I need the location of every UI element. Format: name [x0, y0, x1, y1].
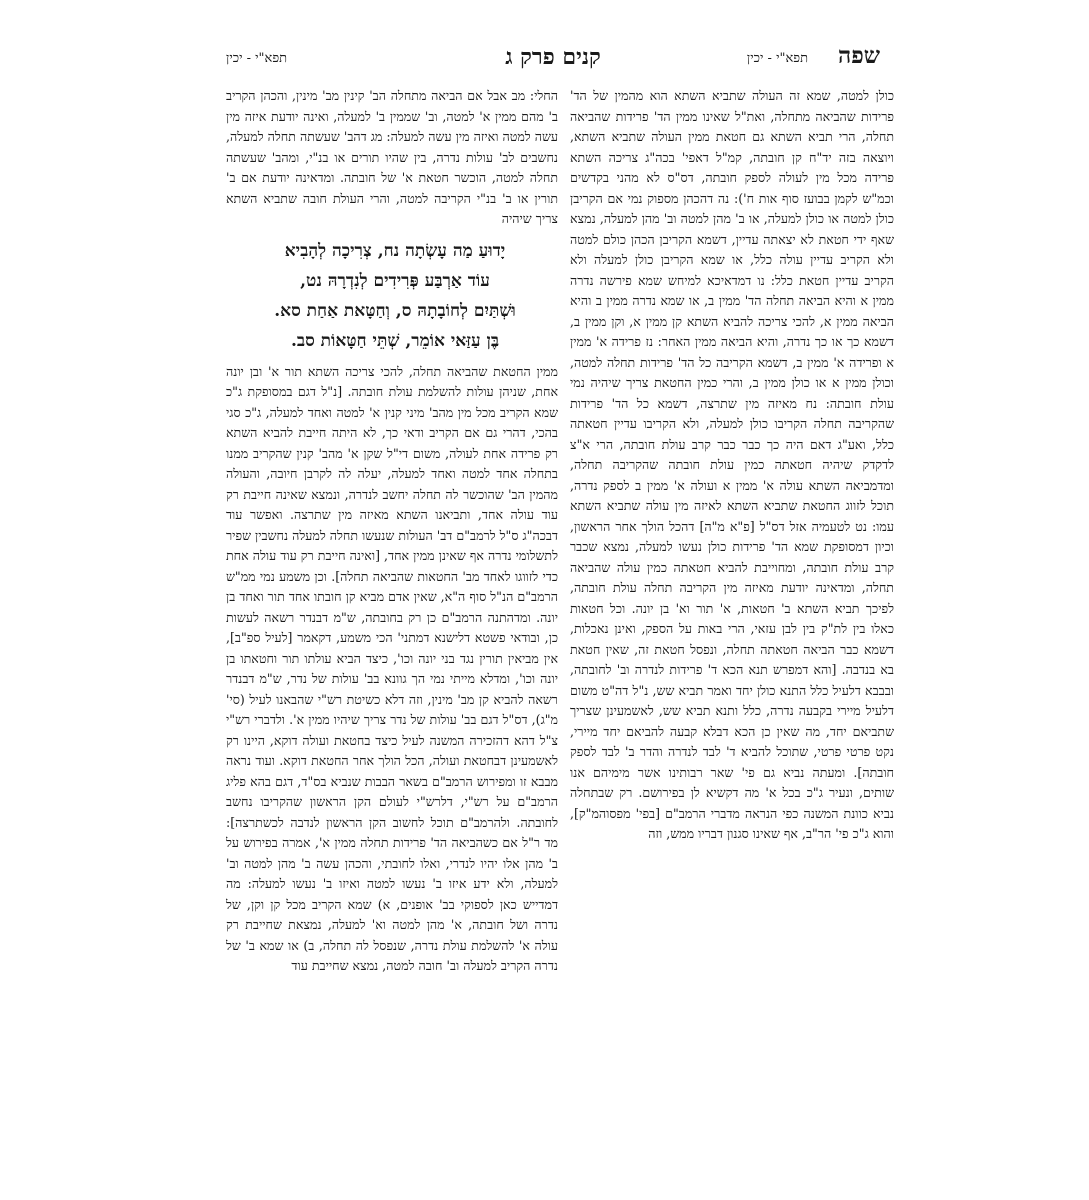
page-number: שפה	[837, 42, 880, 69]
left-commentary-text: ממין החטאת שהביאה תחלה, להכי צריכה השתא תור א' ובן יונה אחת, שניהן עולות להשלמת עולת חובתה. [נ"ל דגם במסופקת ג"כ שמא הקריב מכל מין מהב' מיני קנין א' למטה ואחד למעלה, ג"כ סגי בהכי, דהרי גם אם הקריב ודאי כך, לא היתה חייבת להביא השתא רק פרידה אחת לעולה, משום די"ל שקן א' מהב' קנין שהקריב ממנו בתחלה אחד למטה ואחד למעלה, יעלה לה לקרבן חיובה, והעולה מהמין הב' שהוכשר לה תחלה יחשב לנדרה, ונמצא שאינה חייבת רק עוד עולה אחד, ותביאנו השתא מאיזה מין שתרצה. ואפשר עוד דבכה"ג ס"ל לרמב"ם דב' העולות שנעשו תחלה למעלה נחשבין שפיר לתשלומי נדרה אף שאינן ממין אחד, [ואינה חייבת רק עוד עולה אחת כדי לזווגו לאחד מב' החטאות שהביאה תחלה]. וכן משמע נמי ממ"ש הרמב"ם הנ"ל סוף ה"א, שאין אדם מביא קן חובתו אחד תור ואחד בן יונה. ומדהתנה הרמב"ם כן רק בחובתה, ש"מ דבנדר רשאה לעשות כן, ובודאי פשטא דלישנא דמתני' הכי משמע, דקאמר [לעיל ספ"ב], אין מביאין תורין נגד בני יונה וכו', כיצד הביא עולתו תור וחטאתו בן יונה וכו', ומדלא מייתי נמי הך גוונא בב' עולות של נדר, ש"מ דבנדר רשאה להביא קן מב' מינין, וזה דלא כשיטת רש"י שהבאנו לעיל (סי' מ"ג), דס"ל דגם בב' עולות של נדר צריך שיהיו ממין א'. ולדברי רש"י צ"ל דהא דהזכירה המשנה לעיל כיצד בחטאת ועולה דוקא, היינו רק לאשמעינן דבחטאת ועולה, הכל הולך אחר החטאת דוקא. ועוד נראה מבבא זו ומפירוש הרמב"ם בשאר הבבות שנביא בס"ד, דגם בהא פליג הרמב"ם על רש"י, דלרש"י לעולם הקן הראשון שהקריבו נחשב לחובתה. ולהרמב"ם תוכל לחשוב הקן הראשון לנדבה לכשתרצה]: מד ר"ל אם כשהביאה הד' פרידות תחלה ממין א', אמרה בפירוש על ב' מהן אלו יהיו לנדרי, ואלו לחובתי, והכהן עשה ב' מהן למטה וב' למעלה, ולא ידע איזו ב' נעשו למטה ואיזו ב' נעשו למעלה: מה דמדייש כאן לספוקי בב' אופנים, א) שמא הקריב מכל קן וקן, של נדרה ושל חובתה, א' מהן למטה וא' למעלה, נמצאת שחייבת רק עולה א' להשלמת עולת נדרה, שנפסל לה תחלה, ב) או שמא ב' של נדרה הקריב למעלה וב' חובה למטה, נמצא שחייבת עוד	[226, 363, 558, 973]
mishnah-line: וּשְׁתַּיִם לְחוֹבָתָהּ ס, וְחַטָּאת אַחַת סא.	[274, 300, 516, 321]
mishnah-text	[232, 236, 558, 356]
left-commentary-intro: החלי: מב אבל אם הביאה מתחלה הב' קינין מב' מינין, והכהן הקריב ב' מהם ממין א' למטה, וב' שממין ב' למעלה, ואינה יודעת איזה מין עשה למטה ואיזה מין עשה למעלה: מג דהב' שעשתה תחלה למעלה, נחשבים לב' עולות נדרה, בין שהיו תורים או בנ"י, ומהב' שעשתה תחלה למטה, הוכשר חטאת א' של חובתה. ומדאינה יודעת אם ב' תורין או ב' בנ"י הקריבה למטה, והרי העולת חובה שתביא השתא צריך שיהיה	[226, 88, 558, 226]
mishnah-line: יָדוּעַ מַה עָשְׂתָה נח, צְרִיכָה לְהָבִיא	[284, 240, 506, 261]
mishnah-line: בֶּן עַזַּאי אוֹמֵר, שְׁתֵּי חַטָּאוֹת סב.	[290, 330, 500, 351]
mishnah-line: עוֹד אַרְבַּע פְּרִידִים לְנִדְרָהּ נט,	[300, 270, 490, 291]
running-head-inner: תפא"י - יכין	[746, 51, 808, 66]
right-commentary-text: כולן למטה, שמא זה העולה שתביא השתא הוא מהמין של הד' פרידות שהביאה מתחלה, ואת"ל שאינו ממין הד' פרידות שהביאה תחלה, הרי תביא השתא גם חטאת ממין העולה שתביא השתא, ויוצאה בזה יד"ח קן חובתה, קמ"ל דאפי' בכה"ג צריכה השתא פרידה מכל מין לעולה לספק חובתה, דס"ס לא מהני בקדשים וכמ"ש לקמן בבועז סוף אות ח'): נה דהכהן מספוק נמי אם הקריבן כולן למטה או כולן למעלה, או ב' מהן למטה וב' מהן למעלה, נמצא שאף ידי חטאת לא יצאתה עדיין, דשמא הקריבן הכהן כולם למטה ולא הקריב עדיין עולה כלל, או שמא הקריבן כולן למעלה ולא הקריב עדיין חטאת כלל: נו דמדאיכא למיחש שמא פירשה נדרה ממין א והיא הביאה תחלה הד' ממין ב, או שמא נדרה ממין ב והיא הביאה ממין א, להכי צריכה להביא השתא קן ממין א, וקן ממין ב, דשמא כך או כך נדרה, והיא הביאה ממין האחר: נז פרידה א' ממין א ופרידה א' ממין ב, דשמא הקריבה כל הד' פרידות תחלה למטה, וכולן ממין א או כולן ממין ב, והרי כמין החטאת צריך שיהיה נמי עולת חובתה: נח מאיזה מין שתרצה, דשמא כל הד' פרידות שהקריבה תחלה הקריבו כולן למעלה, ולא הקריבו עדיין חטאתה כלל, ואע"ג דאם היה כך כבר כבר קרב עולת חובתה, הרי א"צ לדקדק שיהיה חטאתה כמין עולת חובתה שהקריבה תחלה, ומדמביאה השתא עולה א' ממין א ועולה א' ממין ב לספק נדרה, תוכל לזווג החטאת שתביא השתא לאיזה מין עולה שתביא השתא עמו: נט לטעמיה אזל דס"ל [פ"א מ"ה] דהכל הולך אחר הראשון, וכיון דמסופקת שמא הד' פרידות כולן נעשו למעלה, נמצא שכבר קרב עולת חובתה, ומחוייבת להביא חטאתה כמין עולה שהביאה תחלה, ומדאינה יודעת מאיזה מין הקריבה תחלה עולת חובתה, לפיכך תביא השתא ב' חטאות, א' תור וא' בן יונה. וכל חטאות כאלו בין לת"ק בין לבן עזאי, הרי באות על הספק, ואינן נאכלות, דשמא כבר הביאה חטאתה תחלה, ונפסל חטאת זה, שאין חטאת בא בנדבה. [והא דמפרש תנא הכא ד' פרידות לנדרה וב' לחובתה, ובבבא דלעיל כלל התנא כולן יחד ואמר תביא שש, נ"ל דה"ט משום דלעיל מיירי בקבעה נדרה, כלל ותנא תביא שש, לאשמעינן שצריך שתביאם יחד, מה שאין כן הכא דבלא קבעה להביאם יחד מיירי, נקט פרטי פרטי, שתוכל להביא ד' לבד לנדרה והדר ב' לבד לספק חובתה]. ומעתה נביא גם פי' שאר רבותינו אשר מימיהם אנו שותים, ונעיר ג"כ בכל א' מה דקשיא לן בפירושם. רק שבתחלה נביא כוונת המשנה כפי הנראה מדברי הרמב"ם [בפי' מפסוהמ"ק], והוא ג"כ פי' הר"ב, אף שאינו סגנון דבריו ממש, וזה	[570, 88, 894, 841]
left-commentary-column	[226, 86, 558, 1136]
right-commentary-column	[570, 86, 894, 1136]
page-header	[226, 42, 880, 76]
chapter-title: קנים פרק ג	[505, 44, 601, 70]
running-head-outer: תפא"י - יכין	[226, 51, 288, 66]
